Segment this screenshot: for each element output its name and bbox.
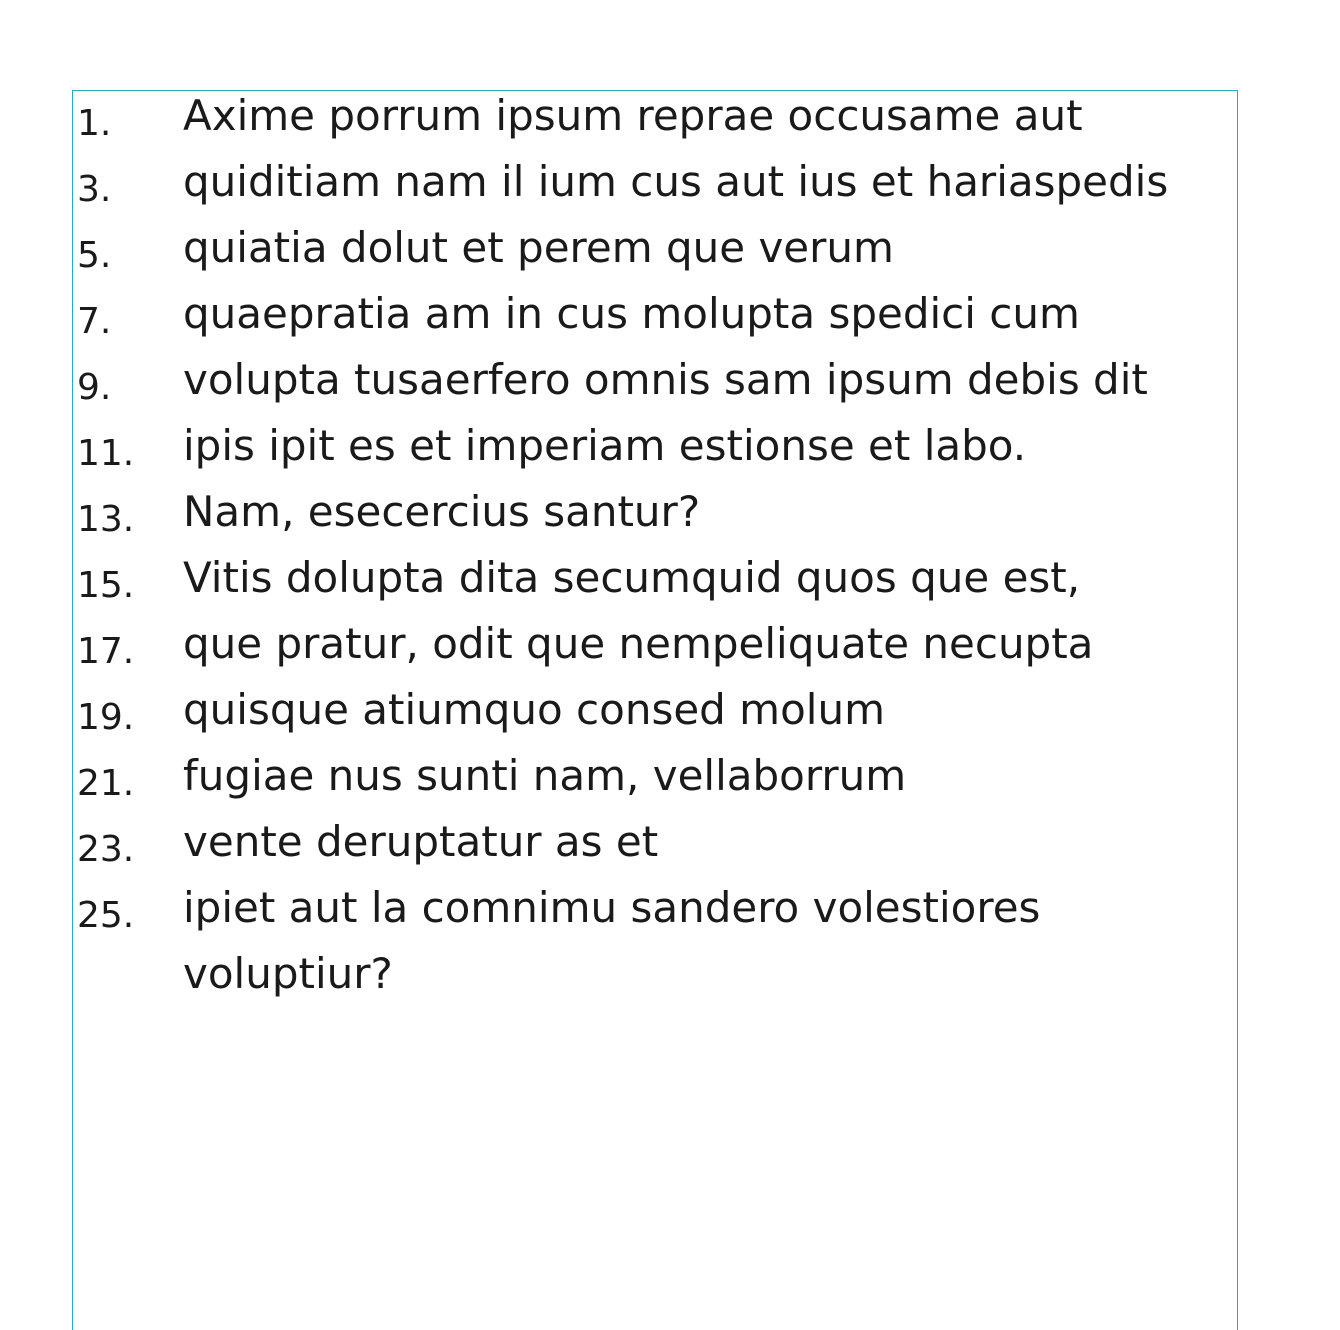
list-item [73, 685, 1237, 751]
line-text: ipis ipit es et imperiam estionse et labo. [183, 421, 1027, 470]
line-text: Axime porrum ipsum reprae occusame aut [183, 91, 1083, 140]
line-text: quisque atiumquo consed molum [183, 685, 885, 734]
line-number: 3. [77, 169, 112, 210]
list-item [73, 223, 1237, 289]
line-number: 5. [77, 235, 112, 276]
line-text: Nam, esecercius santur? [183, 487, 701, 536]
line-text: ipiet aut la comnimu sandero volestiores [183, 883, 1041, 932]
line-number: 23. [77, 829, 135, 870]
line-number: 21. [77, 763, 135, 804]
line-text: volupta tusaerfero omnis sam ipsum debis dit [183, 355, 1148, 404]
list-item [73, 553, 1237, 619]
line-number: 13. [77, 499, 135, 540]
line-text: fugiae nus sunti nam, vellaborrum [183, 751, 907, 800]
line-text: que pratur, odit que nempeliquate necupta [183, 619, 1094, 668]
line-number: 1. [77, 103, 112, 144]
list-item [73, 751, 1237, 817]
line-text: quiditiam nam il ium cus aut ius et hariaspedis [183, 157, 1169, 206]
list-item [73, 355, 1237, 421]
list-item [73, 883, 1237, 949]
line-number: 17. [77, 631, 135, 672]
list-item [73, 619, 1237, 685]
list-item [73, 157, 1237, 223]
list-item [73, 421, 1237, 487]
text-frame [72, 90, 1238, 1330]
list-item-continuation [73, 949, 1237, 1015]
line-text: quaepratia am in cus molupta spedici cum [183, 289, 1080, 338]
line-number: 25. [77, 895, 135, 936]
line-text: quiatia dolut et perem que verum [183, 223, 894, 272]
line-number: 19. [77, 697, 135, 738]
line-number: 9. [77, 367, 112, 408]
line-number: 15. [77, 565, 135, 606]
line-text: Vitis dolupta dita secumquid quos que est, [183, 553, 1081, 602]
list-item [73, 817, 1237, 883]
numbered-lines [73, 91, 1237, 1015]
line-text: voluptiur? [183, 949, 393, 998]
line-number: 7. [77, 301, 112, 342]
line-number: 11. [77, 433, 135, 474]
list-item [73, 91, 1237, 157]
list-item [73, 487, 1237, 553]
line-text: vente deruptatur as et [183, 817, 659, 866]
list-item [73, 289, 1237, 355]
